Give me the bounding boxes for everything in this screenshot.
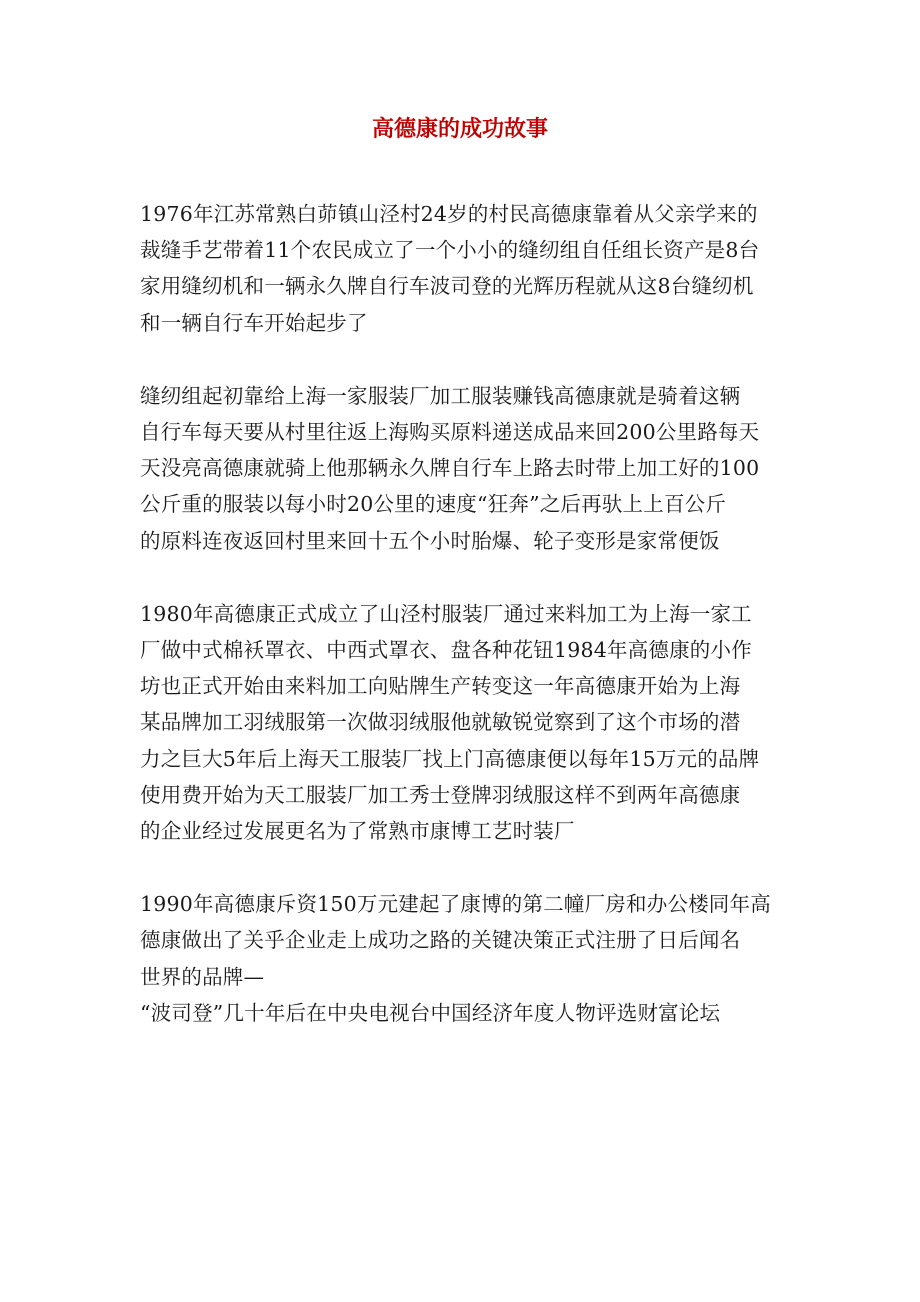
text-line: 公斤重的服装以每小时20公里的速度“狂奔”之后再驮上上百公斤 [140, 492, 727, 517]
text-line: 缝纫组起初靠给上海一家服装厂加工服装赚钱高德康就是骑着这辆 [140, 383, 741, 408]
text-line: 的原料连夜返回村里来回十五个小时胎爆、轮子变形是家常便饭 [140, 528, 720, 553]
text-line: 和一辆自行车开始起步了 [140, 310, 368, 335]
paragraph-3 [140, 596, 790, 849]
text-line: 天没亮高德康就骑上他那辆永久牌自行车上路去时带上加工好的100 [140, 456, 760, 481]
text-line: 德康做出了关乎企业走上成功之路的关键决策正式注册了日后闻名 [140, 928, 741, 953]
text-line: 使用费开始为天工服装厂加工秀士登牌羽绒服这样不到两年高德康 [140, 782, 741, 807]
text-line: “波司登”几十年后在中央电视台中国经济年度人物评选财富论坛 [140, 1000, 721, 1025]
text-line: 家用缝纫机和一辆永久牌自行车波司登的光辉历程就从这8台缝纫机 [140, 274, 754, 299]
text-line: 厂做中式棉袄罩衣、中西式罩衣、盘各种花钮1984年高德康的小作 [140, 638, 752, 663]
text-line: 1980年高德康正式成立了山泾村服装厂通过来料加工为上海一家工 [140, 601, 752, 626]
text-line: 力之巨大5年后上海天工服装厂找上门高德康便以每年15万元的品牌 [140, 746, 760, 771]
text-line: 某品牌加工羽绒服第一次做羽绒服他就敏锐觉察到了这个市场的潜 [140, 710, 741, 735]
text-line: 1990年高德康斥资150万元建起了康博的第二幢厂房和办公楼同年高 [140, 892, 771, 917]
paragraph-4 [140, 886, 790, 1031]
text-line: 自行车每天要从村里往返上海购买原料递送成品来回200公里路每天 [140, 420, 760, 445]
text-line: 裁缝手艺带着11个农民成立了一个小小的缝纫组自任组长资产是8台 [140, 238, 760, 263]
text-line: 1976年江苏常熟白茆镇山泾村24岁的村民高德康靠着从父亲学来的 [140, 202, 758, 226]
document-title: 高德康的成功故事 [371, 116, 548, 142]
text-line: 坊也正式开始由来料加工向贴牌生产转变这一年高德康开始为上海 [140, 674, 741, 699]
paragraph-1 [140, 196, 790, 341]
document-body [140, 196, 790, 1031]
text-line: 世界的品牌— [140, 964, 265, 989]
paragraph-2 [140, 378, 790, 559]
text-line: 的企业经过发展更名为了常熟市康博工艺时装厂 [140, 819, 575, 844]
